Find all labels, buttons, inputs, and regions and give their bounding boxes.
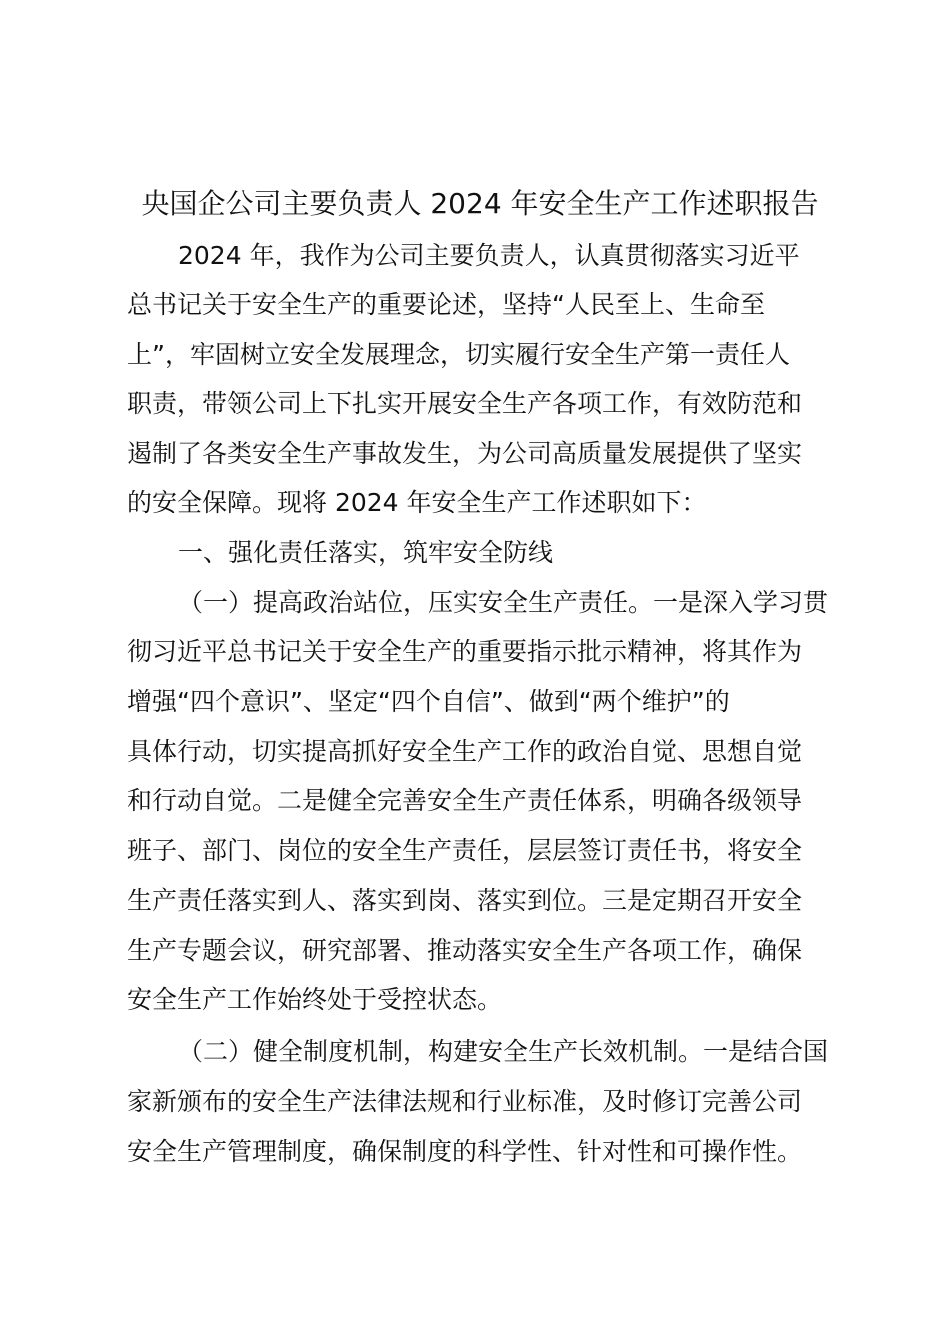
paragraph-line: 职责，带领公司上下扎实开展安全生产各项工作，有效防范和 <box>127 389 803 418</box>
paragraph-line: 生产专题会议，研究部署、推动落实安全生产各项工作，确保 <box>127 936 803 965</box>
paragraph-line: 遏制了各类安全生产事故发生，为公司高质量发展提供了坚实 <box>127 439 803 468</box>
document-title: 央国企公司主要负责人 2024 年安全生产工作述职报告 <box>141 187 819 220</box>
paragraph-line: 彻习近平总书记关于安全生产的重要指示批示精神，将其作为 <box>127 637 803 666</box>
paragraph-line: 总书记关于安全生产的重要论述，坚持“人民至上、生命至 <box>127 290 765 319</box>
section-heading: 一、强化责任落实，筑牢安全防线 <box>178 538 554 567</box>
paragraph-line: 的安全保障。现将 2024 年安全生产工作述职如下： <box>127 488 707 517</box>
paragraph-line: 增强“四个意识”、坚定“四个自信”、做到“两个维护”的 <box>127 687 730 716</box>
paragraph-line: 班子、部门、岗位的安全生产责任，层层签订责任书，将安全 <box>127 836 803 865</box>
paragraph-line: 上”，牢固树立安全发展理念，切实履行安全生产第一责任人 <box>127 340 790 369</box>
paragraph-line: （二）健全制度机制，构建安全生产长效机制。一是结合国 <box>178 1037 829 1066</box>
paragraph-line: 具体行动，切实提高抓好安全生产工作的政治自觉、思想自觉 <box>127 737 803 766</box>
paragraph-line: 2024 年，我作为公司主要负责人，认真贯彻落实习近平 <box>178 241 800 270</box>
paragraph-line: 安全生产管理制度，确保制度的科学性、针对性和可操作性。 <box>127 1137 803 1166</box>
paragraph-line: 和行动自觉。二是健全完善安全生产责任体系，明确各级领导 <box>127 786 803 815</box>
paragraph-line: 生产责任落实到人、落实到岗、落实到位。三是定期召开安全 <box>127 886 803 915</box>
paragraph-line: 家新颁布的安全生产法律法规和行业标准，及时修订完善公司 <box>127 1087 803 1116</box>
paragraph-line: 安全生产工作始终处于受控状态。 <box>127 985 503 1014</box>
paragraph-line: （一）提高政治站位，压实安全生产责任。一是深入学习贯 <box>178 588 829 617</box>
